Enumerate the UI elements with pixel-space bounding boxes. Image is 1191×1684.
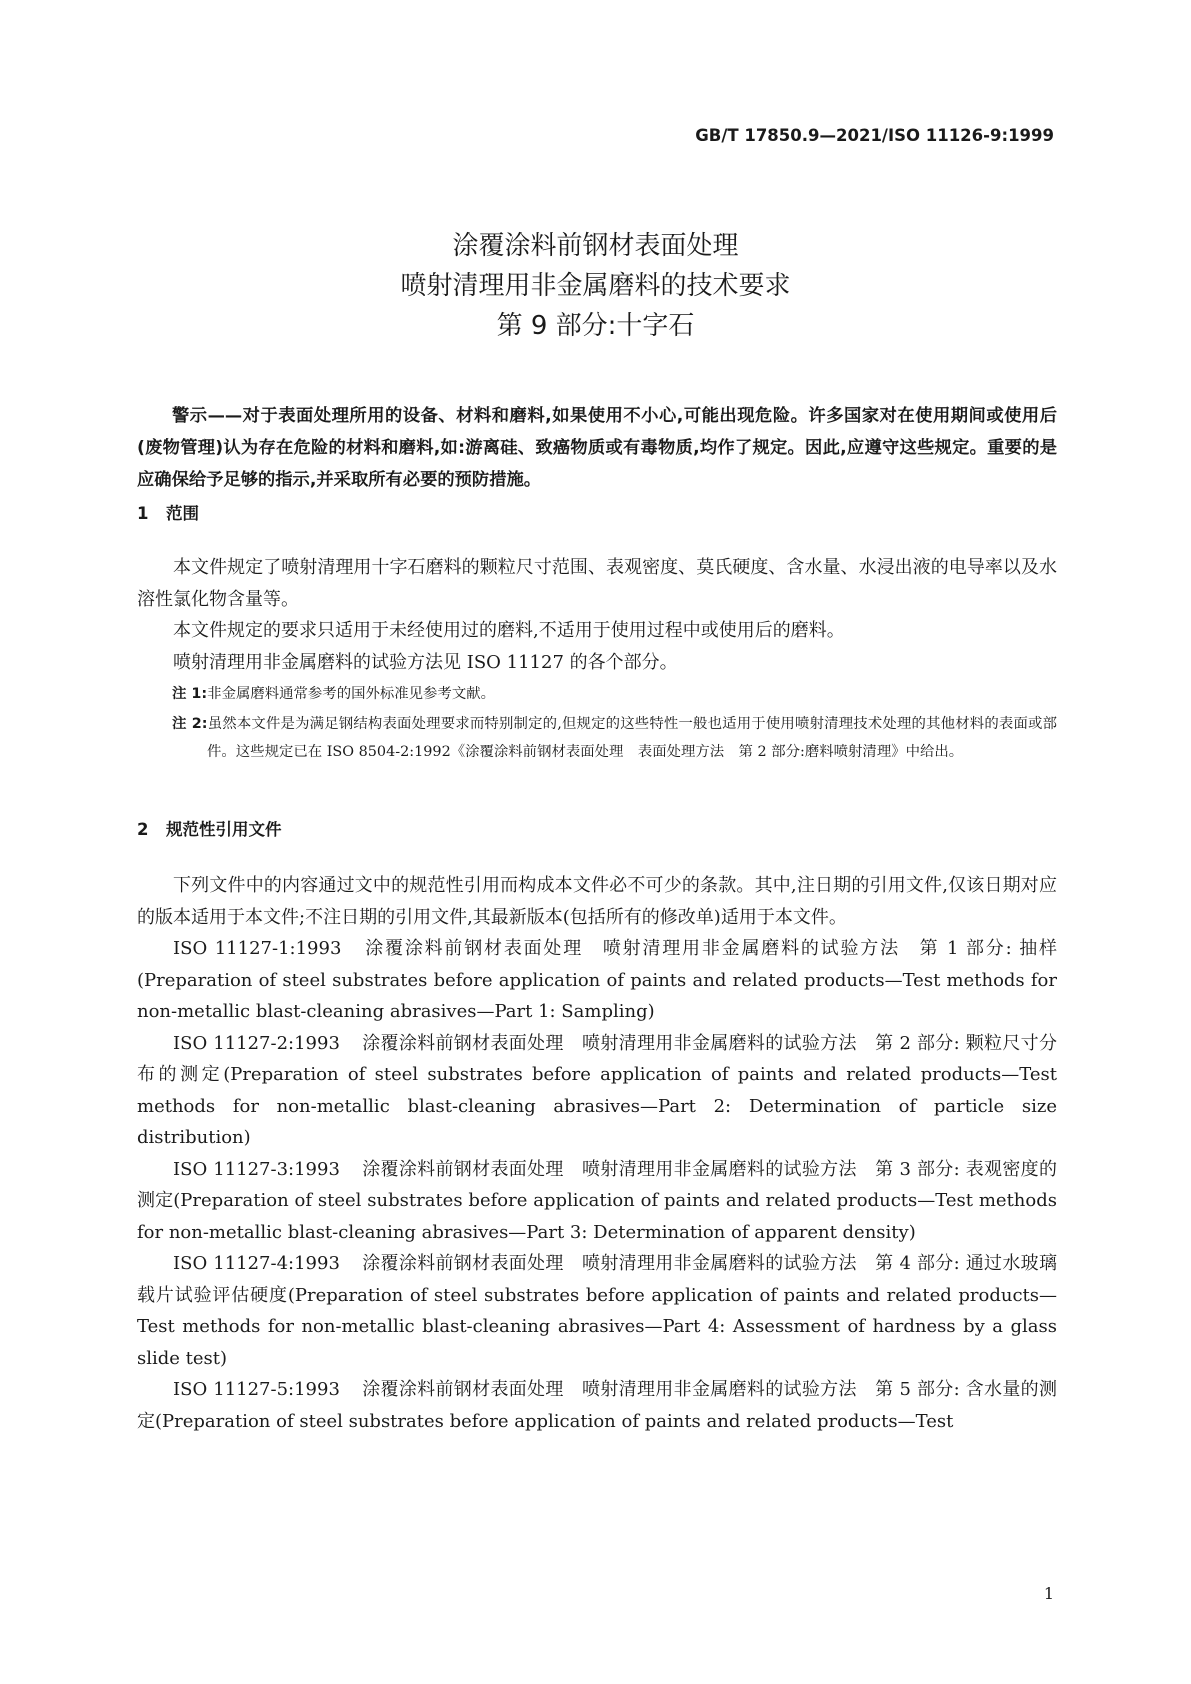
- section-1-title: 范围: [166, 504, 199, 523]
- scope-paragraph-2: 本文件规定的要求只适用于未经使用过的磨料,不适用于使用过程中或使用后的磨料。: [173, 620, 845, 641]
- note-1-text: 非金属磨料通常参考的国外标准见参考文献。: [207, 686, 495, 702]
- section-1-number: 1: [137, 504, 149, 523]
- section-2-title: 规范性引用文件: [166, 820, 282, 839]
- title-line-3: 第 9 部分:十字石: [496, 311, 695, 341]
- reference-title-cn: 涂覆涂料前钢材表面处理 喷射清理用非金属磨料的试验方法 第 4 部分:: [361, 1253, 960, 1274]
- reference-item: [137, 933, 1057, 1028]
- reference-title-cn: 涂覆涂料前钢材表面处理 喷射清理用非金属磨料的试验方法 第 2 部分:: [361, 1032, 960, 1054]
- note-1: [137, 680, 1057, 708]
- reference-item: [137, 1374, 1057, 1437]
- page-number: 1: [1043, 1584, 1054, 1603]
- warning-paragraph: 警示——对于表面处理所用的设备、材料和磨料,如果使用不小心,可能出现危险。许多国家对在使用期间或使用后(废物管理)认为存在危险的材料和磨料,如:游离硅、致癌物质或有毒物质,均作了规定。因此,应遵守这些规定。重要的是应确保给予足够的指示,并采取所有必要的预防措施。: [137, 406, 1057, 490]
- note-2: [137, 710, 1057, 766]
- section-1-heading: [137, 500, 199, 524]
- reference-code: ISO 11127-3:1993: [173, 1158, 340, 1180]
- reference-title-cn: 涂覆涂料前钢材表面处理 喷射清理用非金属磨料的试验方法 第 3 部分:: [361, 1158, 960, 1180]
- reference-title-rest: 颗粒尺寸分布的测定(Preparation of steel substrates before application of paints and related products—Test methods for non-metallic blast-cleaning abrasives—Part 2: Determination of particle size distribution): [137, 1032, 1057, 1148]
- reference-code: ISO 11127-2:1993: [173, 1032, 340, 1054]
- section-2-body: [137, 870, 1057, 1437]
- reference-title-rest: 通过水玻璃载片试验评估硬度(Preparation of steel substrates before application of paints and related products—Test methods for non-metallic blast-cleaning abrasives—Part 4: Assessment of hardness by a glass slide test): [137, 1253, 1057, 1369]
- title-line-2: 喷射清理用非金属磨料的技术要求: [400, 271, 791, 301]
- note-2-label: 注 2:: [172, 716, 208, 732]
- note-1-label: 注 1:: [172, 686, 208, 702]
- section-2-number: 2: [137, 820, 149, 839]
- reference-title-rest: 含水量的测定(Preparation of steel substrates before application of paints and related products—Test: [137, 1379, 1057, 1432]
- reference-title-rest: 抽样(Preparation of steel substrates before application of paints and related products—Test methods for non-metallic blast-cleaning abrasives—Part 1: Sampling): [137, 938, 1058, 1022]
- reference-item: [137, 1154, 1057, 1249]
- reference-title-rest: 表观密度的测定(Preparation of steel substrates before application of paints and related products—Test methods for non-metallic blast-cleaning abrasives—Part 3: Determination of apparent density): [137, 1158, 1057, 1243]
- reference-title-cn: 涂覆涂料前钢材表面处理 喷射清理用非金属磨料的试验方法 第 1 部分:: [363, 938, 1012, 959]
- reference-code: ISO 11127-1:1993: [173, 938, 342, 959]
- reference-title-cn: 涂覆涂料前钢材表面处理 喷射清理用非金属磨料的试验方法 第 5 部分:: [361, 1379, 960, 1400]
- document-title: [0, 226, 1191, 346]
- scope-paragraph-3: 喷射清理用非金属磨料的试验方法见 ISO 11127 的各个部分。: [173, 651, 678, 673]
- reference-code: ISO 11127-5:1993: [173, 1379, 340, 1400]
- reference-item: [137, 1028, 1057, 1154]
- reference-code: ISO 11127-4:1993: [173, 1253, 340, 1274]
- title-line-1: 涂覆涂料前钢材表面处理: [452, 231, 739, 261]
- section-1-body: [137, 552, 1057, 766]
- scope-paragraph-1: 本文件规定了喷射清理用十字石磨料的颗粒尺寸范围、表观密度、莫氏硬度、含水量、水浸出液的电导率以及水溶性氯化物含量等。: [137, 557, 1057, 610]
- reference-item: [137, 1248, 1057, 1374]
- standard-code: GB/T 17850.9—2021/ISO 11126-9:1999: [695, 126, 1054, 145]
- section-2-heading: [137, 816, 282, 840]
- note-2-text: 虽然本文件是为满足钢结构表面处理要求而特别制定的,但规定的这些特性一般也适用于使用喷射清理技术处理的其他材料的表面或部件。这些规定已在 ISO 8504-2:1992《涂覆涂料前钢材表面处理 表面处理方法 第 2 部分:磨料喷射清理》中给出。: [207, 716, 1057, 760]
- normative-intro: 下列文件中的内容通过文中的规范性引用而构成本文件必不可少的条款。其中,注日期的引用文件,仅该日期对应的版本适用于本文件;不注日期的引用文件,其最新版本(包括所有的修改单)适用于本文件。: [137, 875, 1057, 928]
